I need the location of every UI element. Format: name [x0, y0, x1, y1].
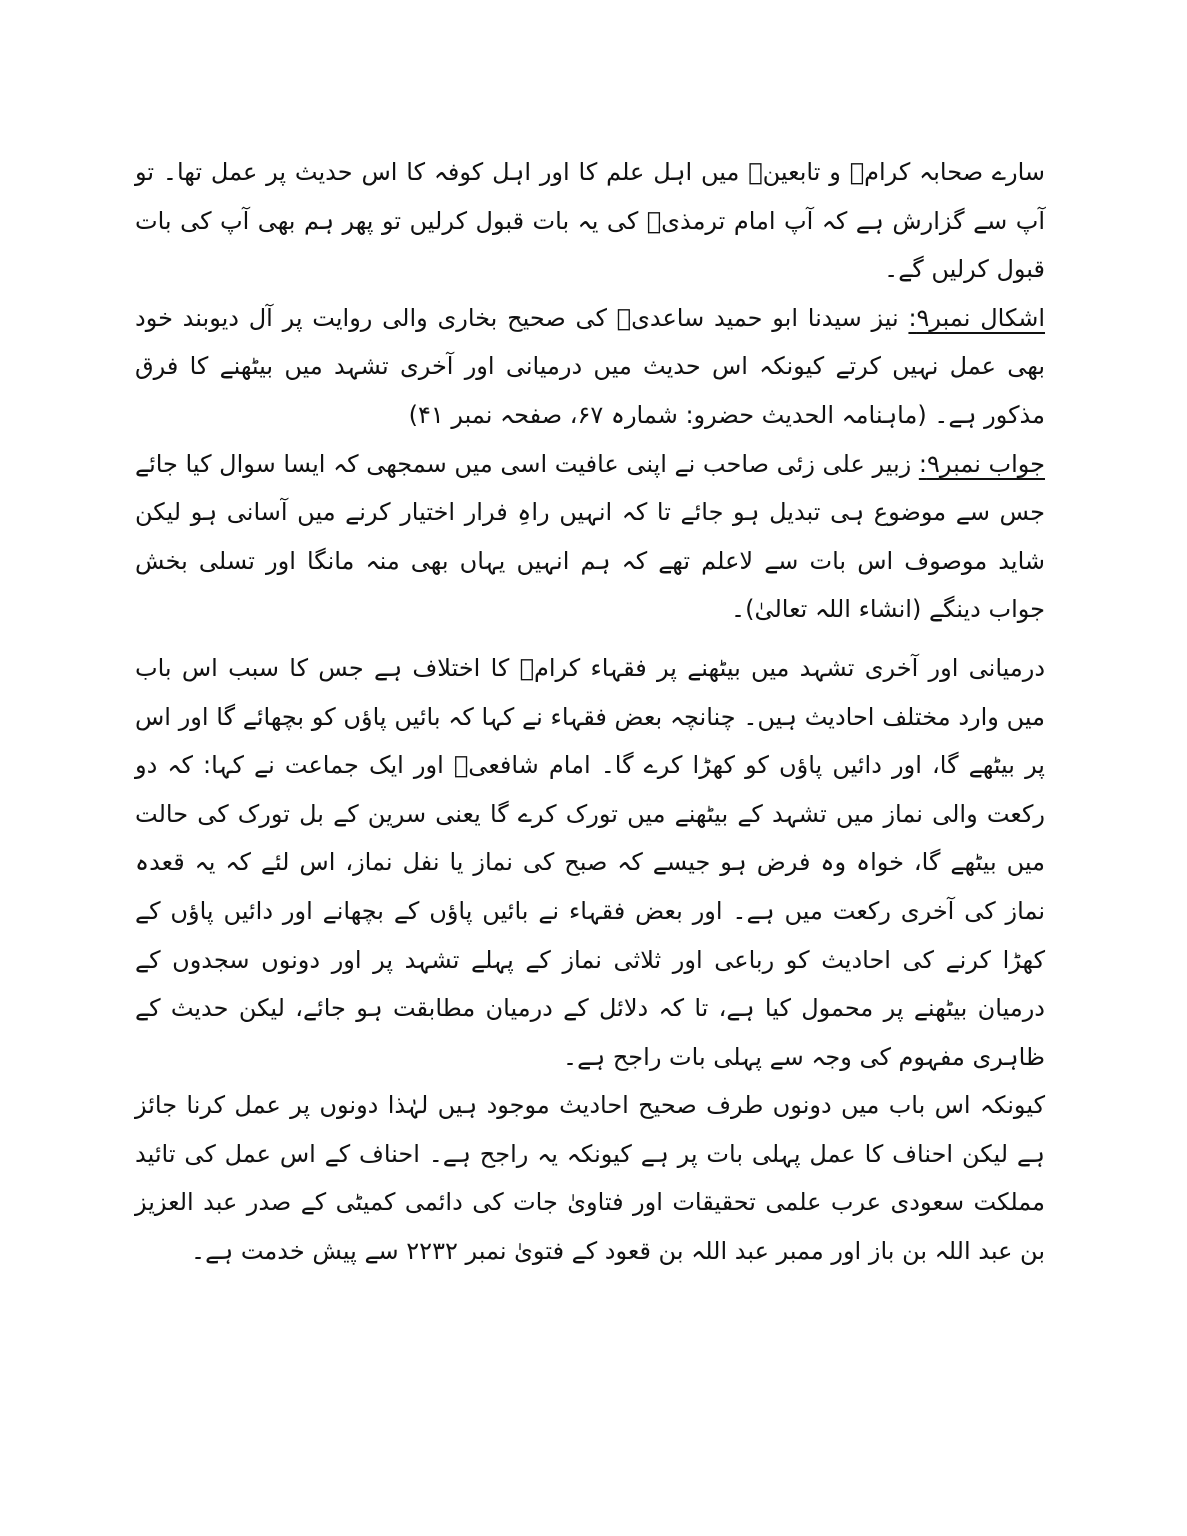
ishkal-heading: اشکال نمبر۹: — [908, 303, 1046, 332]
paragraph-fuqaha-difference: درمیانی اور آخری تشہد میں بیٹھنے پر فقہاء کرامؒ کا اختلاف ہے جس کا سبب اس باب میں وارد مختلف احادیث ہیں۔ چنانچہ بعض فقہاء نے کہا کہ بائیں پاؤں کو بچھائے گا اور اس پر بیٹھے گا، اور دائیں پاؤں کو کھڑا کرے گا۔ امام شافعیؒ اور ایک جماعت نے کہا: کہ دو رکعت والی نماز میں تشہد کے بیٹھنے میں تورک کرے گا یعنی سرین کے بل تورک کی حالت میں بیٹھے گا، خواہ وہ فرض ہو جیسے کہ صبح کی نماز یا نفل نماز، اس لئے کہ یہ قعدہ نماز کی آخری رکعت میں ہے۔ اور بعض فقہاء نے بائیں پاؤں کے بچھانے اور دائیں پاؤں کے کھڑا کرنے کی احادیث کو رباعی اور ثلاثی نماز کے پہلے تشہد پر اور دونوں سجدوں کے درمیان بیٹھنے پر محمول کیا ہے، تا کہ دلائل کے درمیان مطابقت ہو جائے، لیکن حدیث کے ظاہری مفہوم کی وجہ سے پہلی بات راجح ہے۔ — [135, 653, 1045, 1071]
document-body — [135, 148, 1045, 1276]
jawab-heading: جواب نمبر۹: — [918, 449, 1045, 478]
ishkal-text: نیز سیدنا ابو حمید ساعدیؓ کی صحیح بخاری والی روایت پر آل دیوبند خود بھی عمل نہیں کرتے کیونکہ اس حدیث میں درمیانی اور آخری تشہد میں بیٹھنے کا فرق مذکور ہے۔ (ماہنامہ الحدیث حضرو: شمارہ ۶۷، صفحہ نمبر ۴۱) — [135, 303, 1045, 429]
jawab-text: زبیر علی زئی صاحب نے اپنی عافیت اسی میں سمجھی کہ ایسا سوال کیا جائے جس سے موضوع ہی تبدیل ہو جائے تا کہ انہیں راہِ فرار اختیار کرنے میں آسانی ہو لیکن شاید موصوف اس بات سے لاعلم تھے کہ ہم انہیں یہاں بھی منہ مانگا اور تسلی بخش جواب دینگے (انشاء اللہ تعالیٰ)۔ — [135, 449, 1045, 624]
paragraph-tirmidhi-request: سارے صحابہ کرامؓ و تابعینؒ میں اہل علم کا اور اہل کوفہ کا اس حدیث پر عمل تھا۔ تو آپ سے گزارش ہے کہ آپ امام ترمذیؒ کی یہ بات قبول کرلیں تو پھر ہم بھی آپ کی بات قبول کرلیں گے۔ — [135, 158, 1045, 284]
paragraph-jawab-9 — [135, 440, 1045, 634]
paragraph-ahnaf-practice: کیونکہ اس باب میں دونوں طرف صحیح احادیث موجود ہیں لہٰذا دونوں پر عمل کرنا جائز ہے لیکن احناف کا عمل پہلی بات پر ہے کیونکہ یہ راجح ہے۔ احناف کے اس عمل کی تائید مملکت سعودی عرب علمی تحقیقات اور فتاویٰ جات کی دائمی کمیٹی کے صدر عبد العزیز بن عبد اللہ بن باز اور ممبر عبد اللہ بن قعود کے فتویٰ نمبر ۲۲۳۲ سے پیش خدمت ہے۔ — [135, 1091, 1045, 1266]
paragraph-ishkal-9 — [135, 294, 1045, 440]
